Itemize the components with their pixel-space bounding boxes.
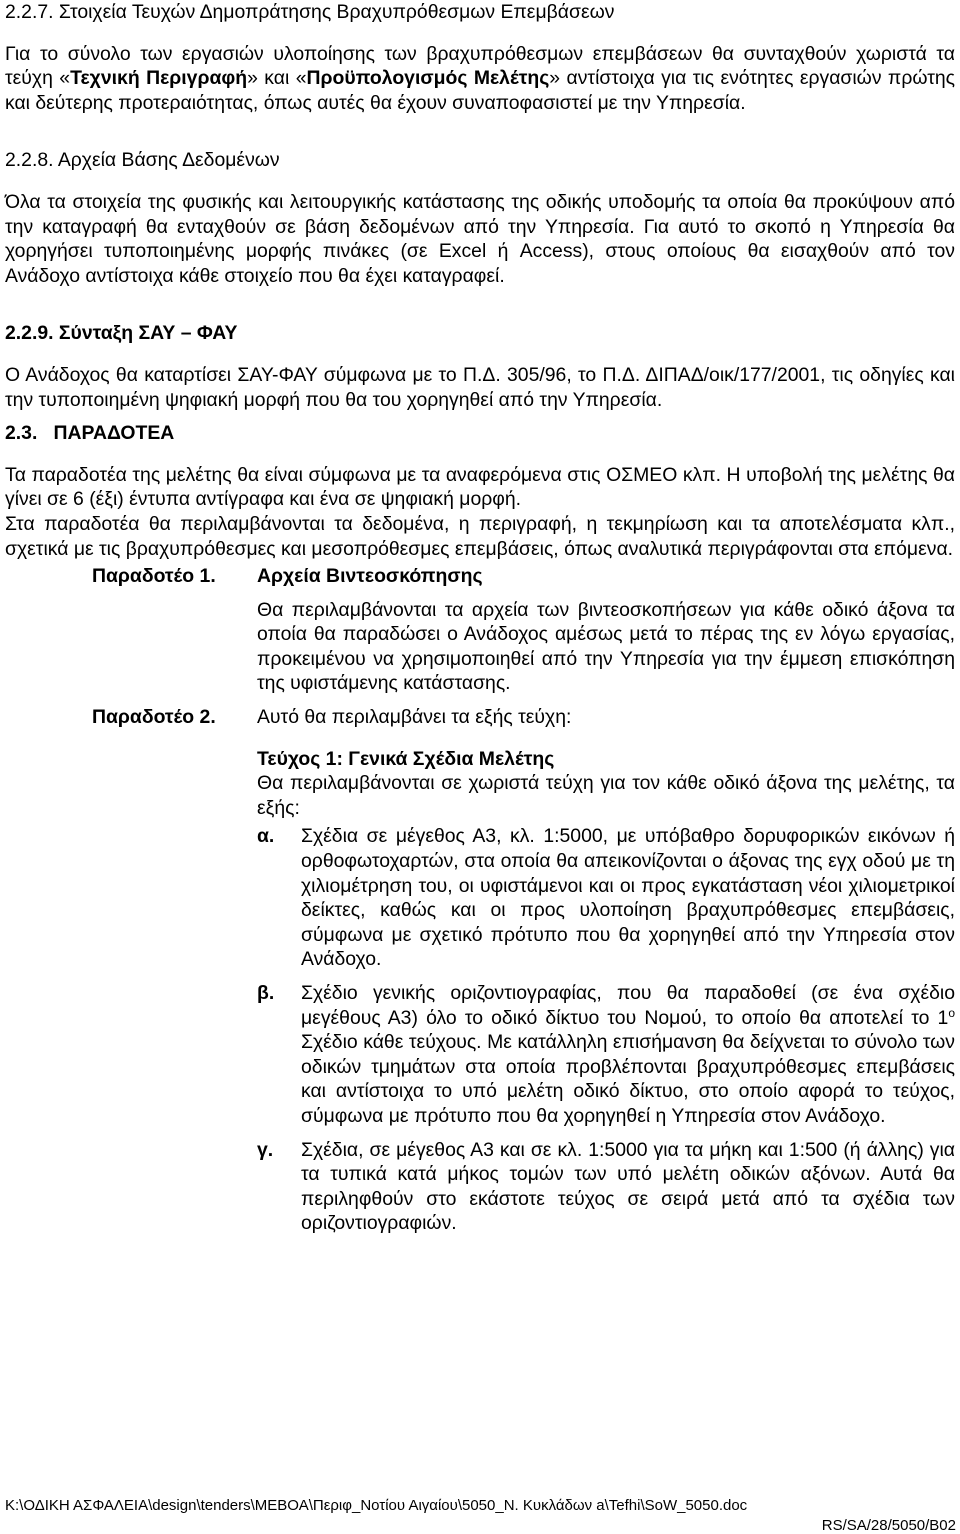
section-heading-2-2-9: 2.2.9. Σύνταξη ΣΑΥ – ΦΑΥ: [5, 322, 238, 345]
footer-file-path: K:\ΟΔΙΚΗ ΑΣΦΑΛΕΙΑ\design\tenders\ΜΕΒΟΑ\Περιφ_Νοτίου Αιγαίου\5050_Ν. Κυκλάδων a\Tefhi\SoW_5050.doc: [5, 1497, 748, 1514]
deliverable-2-intro: Αυτό θα περιλαμβάνει τα εξής τεύχη:: [257, 706, 572, 729]
list-item-c-text: Σχέδια, σε μέγεθος Α3 και σε κλ. 1:5000 για τα μήκη και 1:500 (ή άλλης) για τα τυπικά κατά μήκος τομών των υπό μελέτη οδικών αξόνων. Αυτά θα περιληφθούν στο εκάστοτε τεύχος σε σειρά μετά από τα σχέδια των οριζοντιογραφιών.: [301, 1138, 955, 1235]
list-item-a: [257, 824, 955, 972]
deliverable-2-label: Παραδοτέο 2.: [92, 706, 216, 729]
deliverables-paragraph-1: Τα παραδοτέα της μελέτης θα είναι σύμφωνα με τα αναφερόμενα στις ΟΣΜΕΟ κλπ. Η υποβολή της μελέτης θα γίνει σε 6 (έξι) έντυπα αντίγραφα και ένα σε ψηφιακή μορφή.: [5, 463, 955, 511]
body-text: Σχέδιο γενικής οριζοντιογραφίας, που θα παραδοθεί (σε ένα σχέδιο μεγέθους Α3) όλο το οδικό δίκτυο του Νομού, το οποίο θα αποτελεί το 1: [301, 982, 955, 1029]
volume-1-intro: Θα περιλαμβάνονται σε χωριστά τεύχη για τον κάθε οδικό άξονα της μελέτης, τα εξής:: [257, 772, 955, 819]
deliverable-2: [5, 705, 955, 730]
deliverable-1: [5, 564, 955, 589]
list-item-b-text: [301, 981, 955, 1129]
list-item-c: [257, 1138, 955, 1236]
bold-term-study-budget: Προϋπολογισμός Μελέτης: [306, 67, 550, 90]
list-marker-c: γ.: [257, 1138, 274, 1161]
bold-term-technical-description: Τεχνική Περιγραφή: [70, 67, 248, 90]
section-2-2-9-body: Ο Ανάδοχος θα καταρτίσει ΣΑΥ-ΦΑΥ σύμφωνα με το Π.Δ. 305/96, το Π.Δ. ΔΙΠΑΔ/οικ/177/2001, τις οδηγίες και την τυποποιημένη ψηφιακή μορφή που θα του χορηγηθεί από την Υπηρεσία.: [5, 363, 955, 411]
list-item-b: [257, 981, 955, 1129]
list-marker-b: β.: [257, 982, 275, 1004]
deliverables-paragraph-2: Στα παραδοτέα θα περιλαμβάνονται τα δεδομένα, η περιγραφή, η τεκμηρίωση και τα αποτελέσματα κλπ., σχετικά με τις βραχυπρόθεσμες και μεσοπρόθεσμες επεμβάσεις, όπως αναλυτικά περιγράφονται στα επόμενα.: [5, 512, 955, 560]
section-heading-2-2-8: 2.2.8. Αρχεία Βάσης Δεδομένων: [5, 149, 280, 172]
section-heading-2-2-7: 2.2.7. Στοιχεία Τευχών Δημοπράτησης Βραχυπρόθεσμων Επεμβάσεων: [5, 1, 615, 23]
footer-document-ref: RS/SA/28/5050/B02: [821, 1517, 956, 1534]
section-heading-2-3: 2.3. ΠΑΡΑΔΟΤΕΑ: [5, 422, 175, 445]
volume-1-heading: Τεύχος 1: Γενικά Σχέδια Μελέτης: [257, 747, 555, 770]
deliverable-1-label: Παραδοτέο 1.: [92, 565, 216, 588]
body-text: » και «: [247, 67, 307, 90]
section-2-2-7-body: [5, 42, 955, 116]
list-item-a-text: Σχέδια σε μέγεθος Α3, κλ. 1:5000, με υπόβαθρο δορυφορικών εικόνων ή ορθοφωτοχαρτών, στα οποία θα απεικονίζονται ο άξονας της εγχ οδού με τη χιλιομέτρηση του, οι υφιστάμενοι και οι προς εγκατάσταση νέοι χιλιομετρικοί δείκτες, καθώς και οι προς υλοποίηση βραχυπρόθεσμες επεμβάσεις, σύμφωνα με σχετικό πρότυπο που θα χορηγηθεί από την Υπηρεσία στον Ανάδοχο.: [301, 825, 955, 971]
document-page: [5, 0, 955, 1236]
section-2-2-8-body: Όλα τα στοιχεία της φυσικής και λειτουργικής κατάστασης της οδικής υποδομής τα οποία θα προκύψουν από την καταγραφή θα ενταχθούν σε βάση δεδομένων από την Υπηρεσία. Για αυτό το σκοπό η Υπηρεσία θα χορηγήσει τυποποιημένης μορφής πινάκες (σε Excel ή Access), στους οποίους θα εισαχθούν από τον Ανάδοχο αντίστοιχα κάθε στοιχείο που θα έχει καταγραφεί.: [5, 190, 955, 287]
body-text: Σχέδιο κάθε τεύχους. Με κατάλληλη επισήμανση θα δείχνεται το σύνολο των οδικών τμημάτων στα οποία προβλέπονται βραχυπρόθεσμες επεμβάσεις και αντίστοιχα το υπό μελέτη οδικό δίκτυο, στο οποίο αφορά το τεύχος, σύμφωνα με πρότυπο που θα χορηγηθεί η Υπηρεσία στον Ανάδοχο.: [301, 1031, 955, 1127]
deliverable-1-body: Θα περιλαμβάνονται τα αρχεία των βιντεοσκοπήσεων για κάθε οδικό άξονα τα οποία θα παραδώσει ο Ανάδοχος αμέσως μετά το πέρας της εν λόγω εργασίας, προκειμένου να χρησιμοποιηθεί από την Υπηρεσία για την έμμεση επισκόπηση της υφιστάμενης κατάστασης.: [257, 598, 955, 695]
deliverable-1-title: Αρχεία Βιντεοσκόπησης: [257, 565, 483, 588]
ordinal-superscript: ο: [948, 1005, 955, 1020]
body-text: » αντίστοιχα για τις ενότητες εργασιών πρώτης και δεύτερης προτεραιότητας, όπως αυτές θα έχουν συναποφασιστεί με την Υπηρεσία.: [5, 67, 955, 114]
body-text: Για το σύνολο των εργασιών υλοποίησης των βραχυπρόθεσμων επεμβάσεων θα συνταχθούν χωριστά τα τεύχη «: [5, 42, 955, 90]
list-marker-a: α.: [257, 825, 275, 848]
